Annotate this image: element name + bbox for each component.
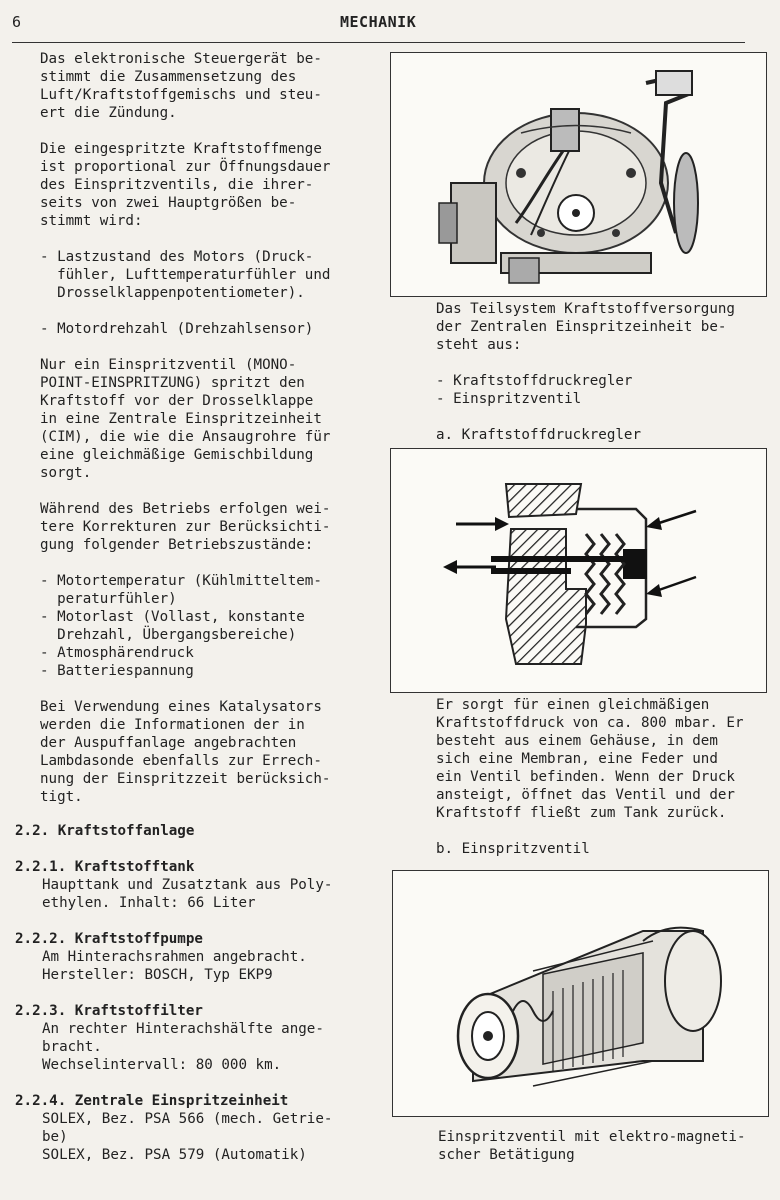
list-item-speed: - Motordrehzahl (Drehzahlsensor) [40,321,314,337]
caption-heading-pressure-regulator: a. Kraftstoffdruckregler [436,427,641,443]
figure-injection-valve [392,870,769,1117]
subsection-text-pump: Am Hinterachsrahmen angebracht. Hersteller: BOSCH, Typ EKP9 [42,949,307,983]
injection-valve-illustration [393,871,768,1116]
caption-injection-valve: Einspritzventil mit elektro-magneti- scher Betätigung [438,1129,746,1163]
pressure-regulator-diagram [391,449,766,692]
paragraph-control-unit: Das elektronische Steuergerät be- stimmt die Zusammensetzung des Luft/Kraftstoffgemischs und steu- ert die Zündung. [40,51,322,121]
paragraph-corrections: Während des Betriebs erfolgen wei- tere Korrekturen zur Berücksichti- gung folgender Betriebszustände: [40,501,331,553]
paragraph-mono-point: Nur ein Einspritzventil (MONO- POINT-EINSPRITZUNG) spritzt den Kraftstoff vor der Drosselklappe in eine Zentrale Einspritzeinheit (CIM), die wie die Ansaugrohre für eine gleichmäßige Gemischbildung sorgt. [40,357,331,481]
page-title: MECHANIK [340,13,417,31]
figure-injection-unit [390,52,767,297]
subsection-heading-pump: 2.2.2. Kraftstoffpumpe [15,931,203,947]
list-subsystem-parts: - Kraftstoffdruckregler - Einspritzventil [436,373,633,407]
paragraph-fuel-quantity: Die eingespritzte Kraftstoffmenge ist proportional zur Öffnungsdauer des Einspritzventils, die ihrer- seits von zwei Hauptgrößen be- stimmt wird: [40,141,331,229]
section-heading-fuel-system: 2.2. Kraftstoffanlage [15,823,195,839]
subsection-text-filter: An rechter Hinterachshälfte ange- bracht. Wechselintervall: 80 000 km. [42,1021,324,1073]
subsection-text-injection-unit: SOLEX, Bez. PSA 566 (mech. Getrie- be) SOLEX, Bez. PSA 579 (Automatik) [42,1111,333,1163]
subsection-heading-filter: 2.2.3. Kraftstoffilter [15,1003,203,1019]
subsection-heading-injection-unit: 2.2.4. Zentrale Einspritzeinheit [15,1093,289,1109]
paragraph-subsystem: Das Teilsystem Kraftstoffversorgung der Zentralen Einspritzeinheit be- steht aus: [436,301,735,353]
subsection-text-tank: Haupttank und Zusatztank aus Poly- ethylen. Inhalt: 66 Liter [42,877,333,911]
injection-unit-illustration [391,53,766,296]
page-number: 6 [12,13,22,31]
paragraph-catalyst: Bei Verwendung eines Katalysators werden die Informationen der in der Auspuffanlage angebrachten Lambdasonde ebenfalls zur Errech- nung der Einspritzzeit berücksich- tigt. [40,699,331,805]
list-item-load: - Lastzustand des Motors (Druck- fühler, Lufttemperaturfühler und Drosselklappenpotentiometer). [40,249,331,301]
list-operating-states: - Motortemperatur (Kühlmitteltem- peraturfühler) - Motorlast (Vollast, konstante Drehzahl, Übergangsbereiche) - Atmosphärendruck - Batteriespannung [40,573,322,679]
figure-pressure-regulator [390,448,767,693]
paragraph-pressure-regulator: Er sorgt für einen gleichmäßigen Kraftstoffdruck von ca. 800 mbar. Er besteht aus einem Gehäuse, in dem sich eine Membran, eine Feder und ein Ventil befinden. Wenn der Druck ansteigt, öffnet das Ventil und der Kraftstoff fließt zum Tank zurück. [436,697,744,821]
caption-heading-injection-valve: b. Einspritzventil [436,841,590,857]
subsection-heading-tank: 2.2.1. Kraftstofftank [15,859,195,875]
header-rule [12,42,745,43]
